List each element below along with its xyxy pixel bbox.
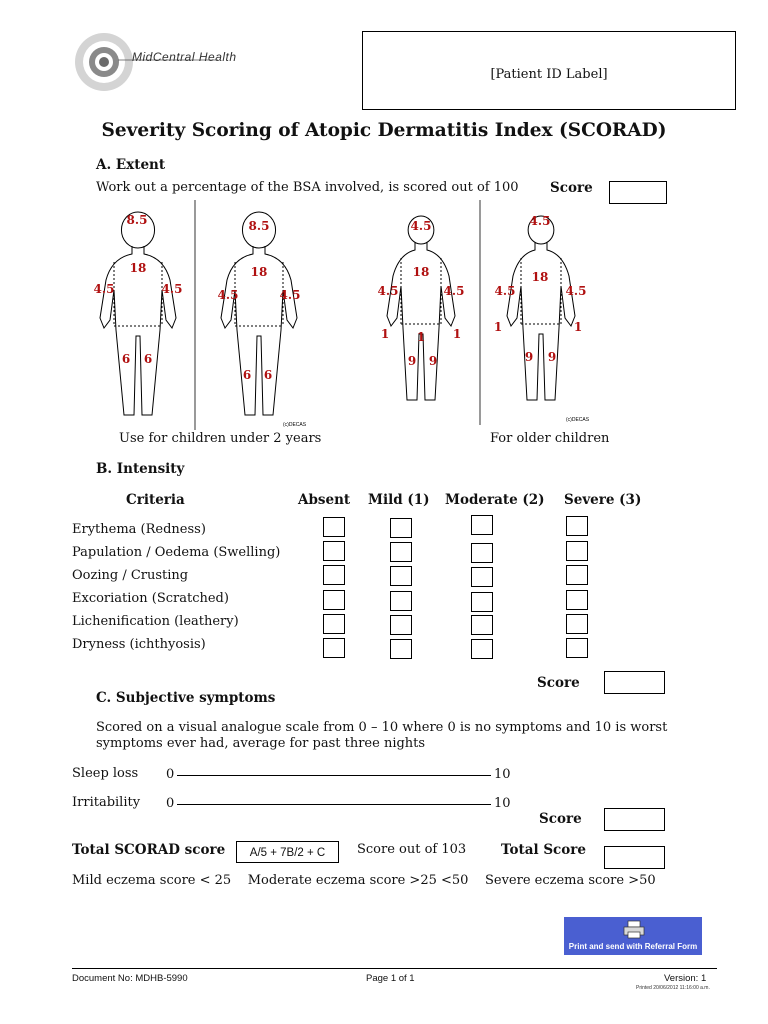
body-area-percent: 4.5 (217, 288, 239, 302)
body-area-percent: 1 (493, 320, 503, 334)
body-area-percent: 4.5 (377, 284, 399, 298)
intensity-checkbox[interactable] (390, 518, 412, 538)
body-area-percent: 4.5 (93, 282, 115, 296)
body-area-percent: 8.5 (248, 219, 270, 233)
irritability-label: Irritability (72, 795, 141, 810)
body-outline (507, 242, 575, 400)
section-b-score-label: Score (537, 675, 580, 691)
body-diagram-svg (88, 200, 688, 432)
document-number: Document No: MDHB-5990 (72, 973, 188, 984)
intensity-checkbox[interactable] (471, 639, 493, 659)
body-area-percent: 4.5 (494, 284, 516, 298)
body-area-percent: 18 (250, 265, 268, 279)
printer-icon (622, 920, 646, 940)
intensity-checkbox[interactable] (566, 614, 588, 634)
intensity-checkbox[interactable] (323, 614, 345, 634)
intensity-checkbox[interactable] (566, 590, 588, 610)
body-area-percent: 4.5 (565, 284, 587, 298)
intensity-checkbox[interactable] (323, 565, 345, 585)
scorad-formula: A/5 + 7B/2 + C (236, 841, 339, 863)
intensity-checkbox[interactable] (390, 615, 412, 635)
criteria-row-label: Dryness (ichthyosis) (72, 637, 206, 652)
body-area-percent: 18 (412, 265, 430, 279)
body-area-percent: 6 (143, 352, 153, 366)
col-severe: Severe (3) (564, 492, 642, 508)
col-moderate: Moderate (2) (445, 492, 545, 508)
score-out-of: Score out of 103 (357, 842, 467, 857)
intensity-checkbox[interactable] (323, 638, 345, 658)
section-a-score-label: Score (550, 180, 593, 196)
caption-older: For older children (490, 431, 610, 446)
body-area-percent: 8.5 (126, 213, 148, 227)
print-referral-button[interactable] (564, 917, 702, 955)
body-area-percent: 9 (428, 354, 438, 368)
body-area-percent: 4.5 (529, 214, 551, 228)
sleep-loss-scale[interactable] (177, 775, 491, 776)
copyright-older: (c)DECAS (566, 417, 590, 423)
body-area-percent: 4.5 (279, 288, 301, 302)
intensity-checkbox[interactable] (323, 541, 345, 561)
criteria-row-label: Papulation / Oedema (Swelling) (72, 545, 281, 560)
intensity-checkbox[interactable] (566, 541, 588, 561)
body-diagrams (88, 200, 688, 432)
section-c-heading: C. Subjective symptoms (96, 690, 276, 706)
body-outline (521, 258, 561, 324)
body-area-percent: 4.5 (410, 219, 432, 233)
intensity-checkbox[interactable] (390, 566, 412, 586)
col-absent: Absent (298, 492, 351, 508)
page-title: Severity Scoring of Atopic Dermatitis Index (SCORAD) (101, 120, 667, 141)
copyright-young: (c)DECAS (283, 422, 307, 428)
intensity-checkbox[interactable] (390, 542, 412, 562)
page-number: Page 1 of 1 (366, 973, 415, 984)
section-c-desc-2: symptoms ever had, average for past three nights (96, 736, 426, 751)
intensity-checkbox[interactable] (323, 590, 345, 610)
criteria-header: Criteria (126, 492, 185, 508)
section-a-heading: A. Extent (96, 157, 166, 173)
body-area-percent: 9 (407, 354, 417, 368)
section-c-score-box[interactable] (604, 808, 665, 831)
sleep-loss-label: Sleep loss (72, 766, 139, 781)
footer-divider (72, 968, 717, 969)
body-area-percent: 9 (547, 350, 557, 364)
body-area-percent: 4.5 (443, 284, 465, 298)
intensity-checkbox[interactable] (390, 591, 412, 611)
body-area-percent: 18 (531, 270, 549, 284)
body-area-percent: 1 (452, 327, 462, 341)
section-b-heading: B. Intensity (96, 461, 185, 477)
criteria-row-label: Erythema (Redness) (72, 522, 206, 537)
body-area-percent: 6 (121, 352, 131, 366)
intensity-checkbox[interactable] (471, 592, 493, 612)
intensity-checkbox[interactable] (566, 638, 588, 658)
intensity-checkbox[interactable] (471, 567, 493, 587)
intensity-checkbox[interactable] (566, 565, 588, 585)
severity-bands: Mild eczema score < 25 Moderate eczema score >25 <50 Severe eczema score >50 (72, 873, 656, 888)
intensity-checkbox[interactable] (390, 639, 412, 659)
sleep-loss-min: 0 (166, 767, 175, 782)
intensity-checkbox[interactable] (323, 517, 345, 537)
body-area-percent: 4.5 (161, 282, 183, 296)
section-b-score-box[interactable] (604, 671, 665, 694)
criteria-row-label: Excoriation (Scratched) (72, 591, 229, 606)
logo-text: MidCentral Health (132, 50, 237, 64)
body-area-percent: 6 (263, 368, 273, 382)
section-c-desc-1: Scored on a visual analogue scale from 0 – 10 where 0 is no symptoms and 10 is worst (96, 720, 668, 735)
sleep-loss-max: 10 (494, 767, 511, 782)
print-referral-label: Print and send with Referral Form (568, 942, 698, 951)
body-area-percent: 1 (380, 327, 390, 341)
section-a-instruction: Work out a percentage of the BSA involved, is scored out of 100 (96, 180, 519, 195)
printed-timestamp: Printed 20/06/2012 11:16:00 a.m. (636, 985, 710, 991)
total-score-label: Total Score (501, 842, 586, 858)
intensity-checkbox[interactable] (471, 543, 493, 563)
version: Version: 1 (664, 973, 707, 984)
irritability-min: 0 (166, 796, 175, 811)
intensity-checkbox[interactable] (471, 515, 493, 535)
total-score-box[interactable] (604, 846, 665, 869)
body-area-percent: 1 (573, 320, 583, 334)
body-area-percent: 9 (524, 350, 534, 364)
body-area-percent: 18 (129, 261, 147, 275)
body-area-percent: 6 (242, 368, 252, 382)
irritability-max: 10 (494, 796, 511, 811)
intensity-checkbox[interactable] (471, 615, 493, 635)
patient-id-box (362, 31, 736, 110)
section-c-score-label: Score (539, 811, 582, 827)
body-area-percent: 1 (416, 330, 426, 344)
intensity-checkbox[interactable] (566, 516, 588, 536)
total-scorad-label: Total SCORAD score (72, 842, 226, 858)
caption-young: Use for children under 2 years (119, 431, 322, 446)
criteria-row-label: Oozing / Crusting (72, 568, 189, 583)
patient-id-label: [Patient ID Label] (490, 67, 608, 82)
criteria-row-label: Lichenification (leathery) (72, 614, 239, 629)
col-mild: Mild (1) (368, 492, 430, 508)
irritability-scale[interactable] (177, 804, 491, 805)
